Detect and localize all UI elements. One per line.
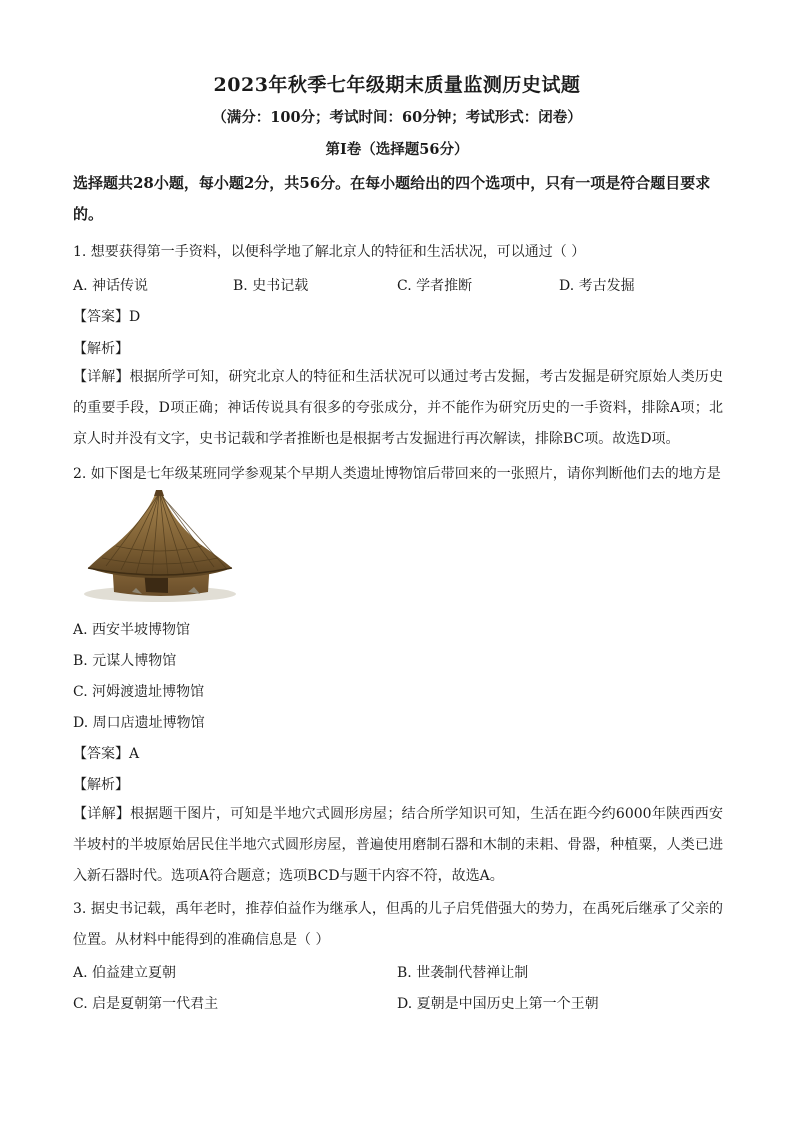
instructions: 选择题共28小题，每小题2分，共56分。在每小题给出的四个选项中，只有一项是符合题目要求的。 xyxy=(73,174,711,223)
question-1-stem: 1. 想要获得第一手资料，以便科学地了解北京人的特征和生活状况，可以通过（ ） xyxy=(73,244,586,260)
q2-option-b: B. 元谋人博物馆 xyxy=(73,653,177,669)
q3-option-a: A. 伯益建立夏朝 xyxy=(73,965,177,981)
q1-analysis-label: 【解析】 xyxy=(73,341,129,357)
question-3-stem: 3. 据史书记载，禹年老时，推荐伯益作为继承人，但禹的儿子启凭借强大的势力，在禹死后继承了父亲的位置。从材料中能得到的准确信息是（ ） xyxy=(73,901,723,948)
q1-option-c: C. 学者推断 xyxy=(397,278,473,294)
q2-option-a: A. 西安半坡博物馆 xyxy=(73,622,191,638)
q2-analysis-label: 【解析】 xyxy=(73,777,129,793)
q3-option-d: D. 夏朝是中国历史上第一个王朝 xyxy=(397,996,599,1012)
q2-detail: 【详解】根据题干图片，可知是半地穴式圆形房屋；结合所学知识可知，生活在距今约6000年陕西西安半坡村的半坡原始居民住半地穴式圆形房屋，普遍使用磨制石器和木制的耒耜、骨器，种植粟，人类已进入新石器时代。选项A符合题意；选项BCD与题干内容不符，故选A。 xyxy=(73,806,723,884)
q1-answer: 【答案】D xyxy=(73,309,141,325)
question-2-stem: 2. 如下图是七年级某班同学参观某个早期人类遗址博物馆后带回来的一张照片，请你判断他们去的地方是 xyxy=(73,466,721,482)
q2-option-d: D. 周口店遗址博物馆 xyxy=(73,715,205,731)
section-heading: 第Ⅰ卷（选择题56分） xyxy=(325,141,469,158)
exam-subtitle: （满分：100分；考试时间：60分钟；考试形式：闭卷） xyxy=(212,109,582,126)
q2-answer: 【答案】A xyxy=(73,746,140,762)
thatched-hut-image xyxy=(76,488,238,606)
q1-detail: 【详解】根据所学可知，研究北京人的特征和生活状况可以通过考古发掘，考古发掘是研究原始人类历史的重要手段，D项正确；神话传说具有很多的夸张成分，并不能作为研究历史的一手资料，排除A项；北京人时并没有文字，史书记载和学者推断也是根据考古发掘进行再次解读，排除BC项。故选D项。 xyxy=(73,369,723,447)
q1-option-b: B. 史书记载 xyxy=(233,278,309,294)
q1-option-a: A. 神话传说 xyxy=(73,278,149,294)
q1-option-d: D. 考古发掘 xyxy=(559,278,635,294)
exam-title: 2023年秋季七年级期末质量监测历史试题 xyxy=(213,74,581,96)
q2-option-c: C. 河姆渡遗址博物馆 xyxy=(73,684,205,700)
q3-option-b: B. 世袭制代替禅让制 xyxy=(397,965,529,981)
q3-option-c: C. 启是夏朝第一代君主 xyxy=(73,996,219,1012)
